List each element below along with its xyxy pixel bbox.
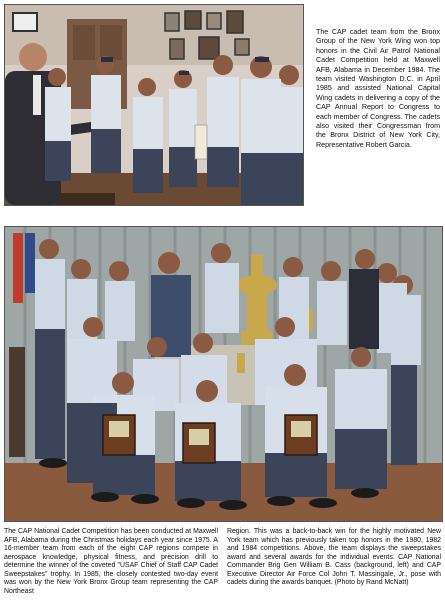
photo-cadets-with-congressman — [4, 4, 304, 206]
photo-team-with-trophies-image — [5, 227, 442, 521]
article-body — [4, 528, 441, 598]
photo-team-with-trophies — [4, 226, 443, 522]
article-column-1: The CAP National Cadet Competition has been conducted at Maxwell AFB, Alabama during the Christmas holidays each year since 1975. A 16-member team from each of the eight CAP regions compete in aerospace knowledge, physical fitness, and precision drill to determine the winner of the coveted "USAF Chief of Staff CAP Cadet Sweepstakes" trophy. In 1985, the closely contested two-day event was won by the New York Bronx Group team representing the CAP Northeast — [4, 528, 218, 595]
photo-caption-top: The CAP cadet team from the Bronx Group of the New York Wing won top honors in the Civil Air Patrol National Cadet Competition held at Maxwell AFB, Alabama in December 1984. The team visited Washington D.C. in April 1985 and assisted National Capital Wing cadets in delivering a copy of the CAP Annual Report to Congress to each member of Congress. The cadets also visited their Congressman from the Bronx District of New York City, Representative Robert Garcia. — [316, 28, 440, 149]
photo-cadets-with-congressman-image — [5, 5, 303, 205]
article-column-2: Region. This was a back-to-back win for the highly motivated New York team which has previously taken top honors in the 1980, 1982 and 1984 competitions. Above, the team displays the sweepstakes award and several awards for the individual events. CAP National Commander Brig Gen William B. Cass (background, left) and CAP Executive Director Air Force Col John T. Massingale, Jr., pose with cadets during the awards banquet. (Photo by Rand McNatt) — [227, 528, 441, 587]
